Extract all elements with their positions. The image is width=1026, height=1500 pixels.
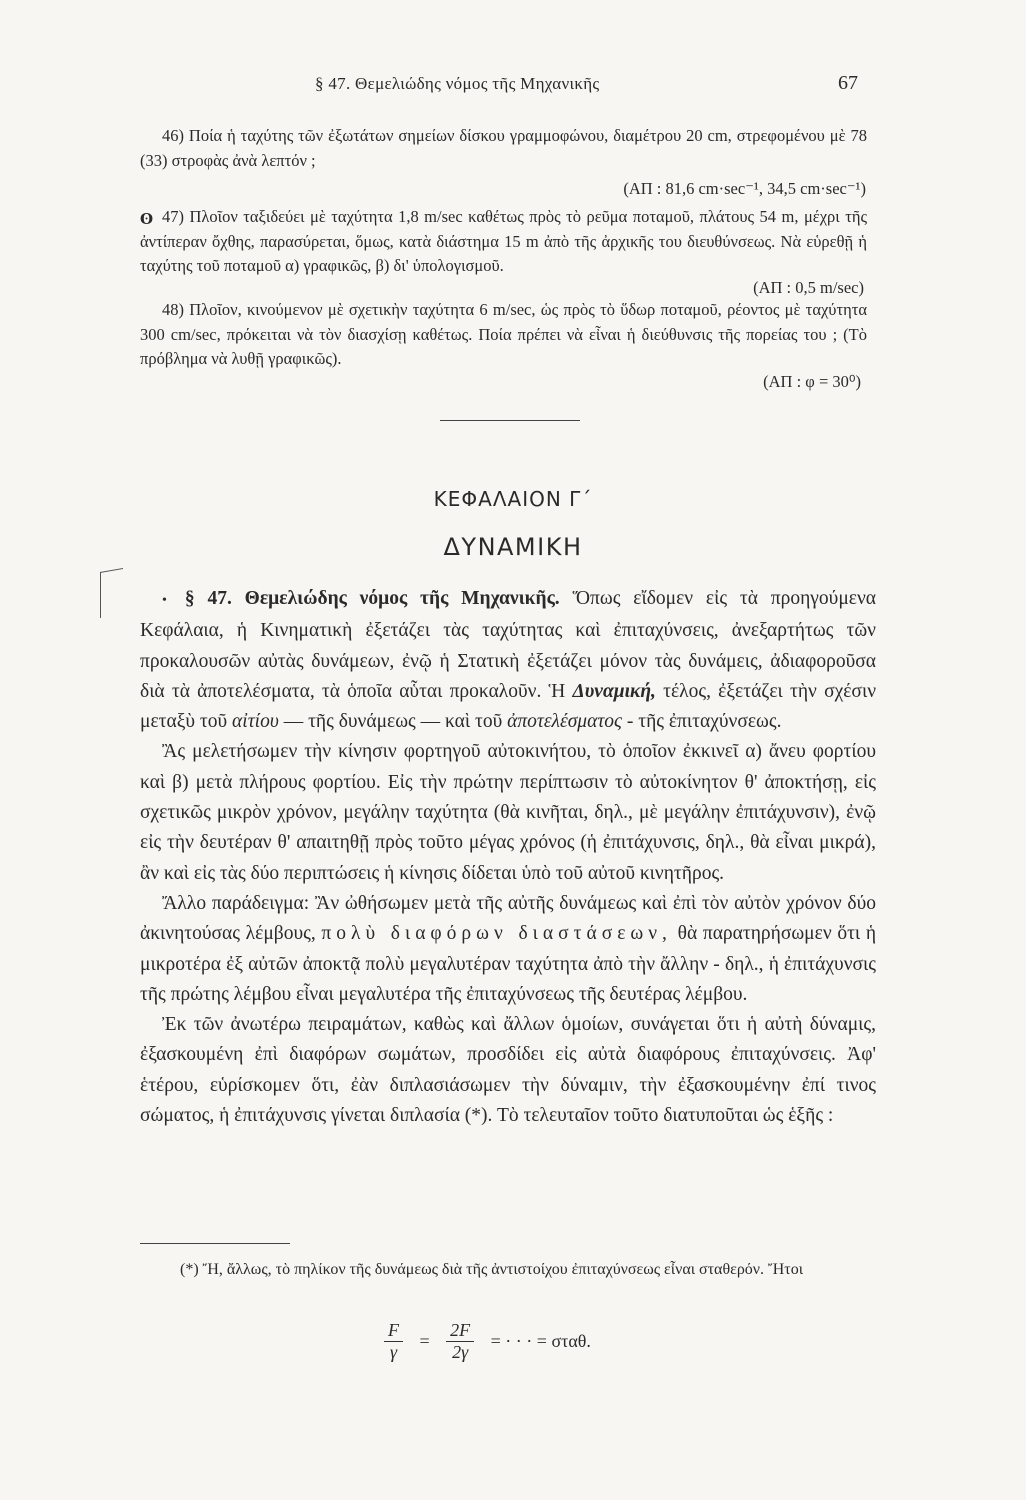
formula-tail: = · · · = σταθ. [490,1331,591,1351]
term-effect: ἀποτελέσματος [507,711,622,733]
running-head-title: § 47. Θεμελιώδης νόμος τῆς Μηχανικῆς [315,74,600,93]
section-heading: § 47. Θεμελιώδης νόμος τῆς Μηχανικῆς. [184,588,560,609]
chapter-label: ΚΕΦΑΛΑΙΟΝ Γ΄ [433,487,593,511]
term-dynamics: Δυναμική, [572,680,656,702]
p3-spaced-text: πολὺ διαφόρων διαστάσεων, [321,923,672,945]
footnote-formula [380,1320,599,1360]
answer-47: (ΑΠ : 0,5 m/sec) [753,278,864,297]
answer-48: (ΑΠ : φ = 30⁰) [763,372,861,391]
p1-part-a: Ὅπως εἴδομεν εἰς τὰ προηγούμενα Κεφάλαια, ἡ Κινηματικὴ ἐξετάζει τὰς ταχύτητας καὶ ἐπιταχύνσεις, ἀνεξαρτήτως τῶν προκαλουσῶν αὐτὰς δυνάμεων, ἐνῷ ἡ Στατικὴ ἐξετάζει μόνον τὰς δυνάμεις, ἀδιαφοροῦσα διὰ τὰ ἀποτελέσματα, τὰ ὁποῖα αὗται προκαλοῦν. Ἡ [140,588,876,702]
answer-46: (ΑΠ : 81,6 cm·sec⁻¹, 34,5 cm·sec⁻¹) [623,179,866,198]
footnote-text: (*) Ἤ, ἄλλως, τὸ πηλίκον τῆς δυνάμεως διὰ τῆς ἀντιστοίχου ἐπιταχύνσεως εἶναι σταθερόν. Ἤτοι [180,1261,804,1278]
divider-rule [440,420,580,421]
p3-part-b: θὰ παρατηρήσωμεν ὅτι ἡ μικροτέρα ἐξ αὐτῶν ἀποκτᾷ πολὺ μεγαλυτέραν ταχύτητα ἀπὸ τὴν ἄλλην - δηλ., ἡ ἐπιτάχυνσις τῆς πρώτης λέμβου εἶναι μεγαλυτέρα τῆς ἐπιταχύνσεως τῆς δευτέρας λέμβου. [140,923,877,1005]
exercise-46: 46) Ποία ἡ ταχύτης τῶν ἐξωτάτων σημείων δίσκου γραμμοφώνου, διαμέτρου 20 cm, στρεφομένου μὲ 78 (33) στροφὰς ἀνὰ λεπτόν ; [140,126,867,170]
bullet-icon: • [162,593,167,608]
fraction-2: $\frac{2F}{2\gamma}$ [446,1320,474,1363]
page-number: 67 [838,72,858,94]
exercise-48: 48) Πλοῖον, κινούμενον μὲ σχετικὴν ταχύτητα 6 m/sec, ὡς πρὸς τὸ ὕδωρ ποταμοῦ, ρέοντος μὲ ταχύτητα 300 cm/sec, πρόκειται νὰ τὸν διασχίσῃ καθέτως. Ποία πρέπει νὰ εἶναι ἡ διεύθυνσις τῆς πορείας του ; (Τὸ πρόβλημα νὰ λυθῇ γραφικῶς). [140,300,867,368]
equals-sign: = [419,1331,430,1351]
chapter-title: ΔΥΝΑΜΙΚΗ [443,533,583,561]
section-body [140,584,876,1131]
footnote-rule [140,1243,290,1244]
margin-bracket-mark [100,568,123,618]
paragraph-1 [140,584,876,737]
p1-part-d: - τῆς ἐπιταχύνσεως. [626,711,782,733]
fraction-1: $\frac{F}{\gamma}$ [384,1320,403,1363]
p1-part-b: τέλος, ἐξετάζει τὴν σχέσιν μεταξὺ τοῦ [140,680,877,733]
paragraph-4: Ἐκ τῶν ἀνωτέρω πειραμάτων, καθὼς καὶ ἄλλων ὁμοίων, συνάγεται ὅτι ἡ αὐτὴ δύναμις, ἐξασκουμένη ἐπὶ διαφόρων σωμάτων, προσδίδει εἰς αὐτὰ διαφόρους ἐπιταχύνσεις. Ἀφ' ἑτέρου, εὑρίσκομεν ὅτι, ἐὰν διπλασιάσωμεν τὴν δύναμιν, τὴν ἐξασκουμένην ἐπί τινος σώματος, ἡ ἐπιτάχυνσις γίνεται διπλασία (*). Τὸ τελευταῖον τοῦτο διατυποῦται ὡς ἑξῆς : [140,1014,876,1127]
exercise-marker-icon: ʘ [140,210,154,228]
paragraph-2: Ἂς μελετήσωμεν τὴν κίνησιν φορτηγοῦ αὐτοκινήτου, τὸ ὁποῖον ἐκκινεῖ α) ἄνευ φορτίου καὶ β) μετὰ πλήρους φορτίου. Εἰς τὴν πρώτην περίπτωσιν τὸ αὐτοκίνητον θ' ἀποκτήσῃ, εἰς σχετικῶς μικρὸν χρόνον, μεγάλην ταχύτητα (θὰ κινῆται, δηλ., μὲ μεγάλην ἐπιτάχυνσιν), ἐνῷ εἰς τὴν δευτέραν θ' απαιτηθῇ πρὸς τοῦτο μέγας χρόνος (ἡ ἐπιτάχυνσις, δηλ., θὰ εἶναι μικρά), ἂν καὶ εἰς τὰς δύο περιπτώσεις ἡ κίνησις δίδεται ὑπὸ τοῦ αὐτοῦ κινητῆρος. [140,741,876,884]
paragraph-3 [140,889,876,1010]
exercise-47: 47) Πλοῖον ταξιδεύει μὲ ταχύτητα 1,8 m/sec καθέτως πρὸς τὸ ρεῦμα ποταμοῦ, πλάτους 54 m, μέχρι τῆς ἀντίπεραν ὄχθης, παρασύρεται, ὅμως, κατὰ διάστημα 15 m ἀπὸ τῆς ἀρχικῆς του διευθύνσεως. Νὰ εὑρεθῇ ἡ ταχύτης τοῦ ποταμοῦ α) γραφικῶς, β) δι' ὑπολογισμοῦ. [140,207,867,275]
p3-part-a: Ἄλλο παράδειγμα: Ἂν ὠθήσωμεν μετὰ τῆς αὐτῆς δυνάμεως καὶ ἐπὶ τὸν αὐτὸν χρόνον δύο ἀκινητούσας λέμβους, [140,892,876,945]
p1-part-c: — τῆς δυνάμεως — καὶ τοῦ [283,711,503,733]
term-cause: αἰτίου [232,711,279,733]
